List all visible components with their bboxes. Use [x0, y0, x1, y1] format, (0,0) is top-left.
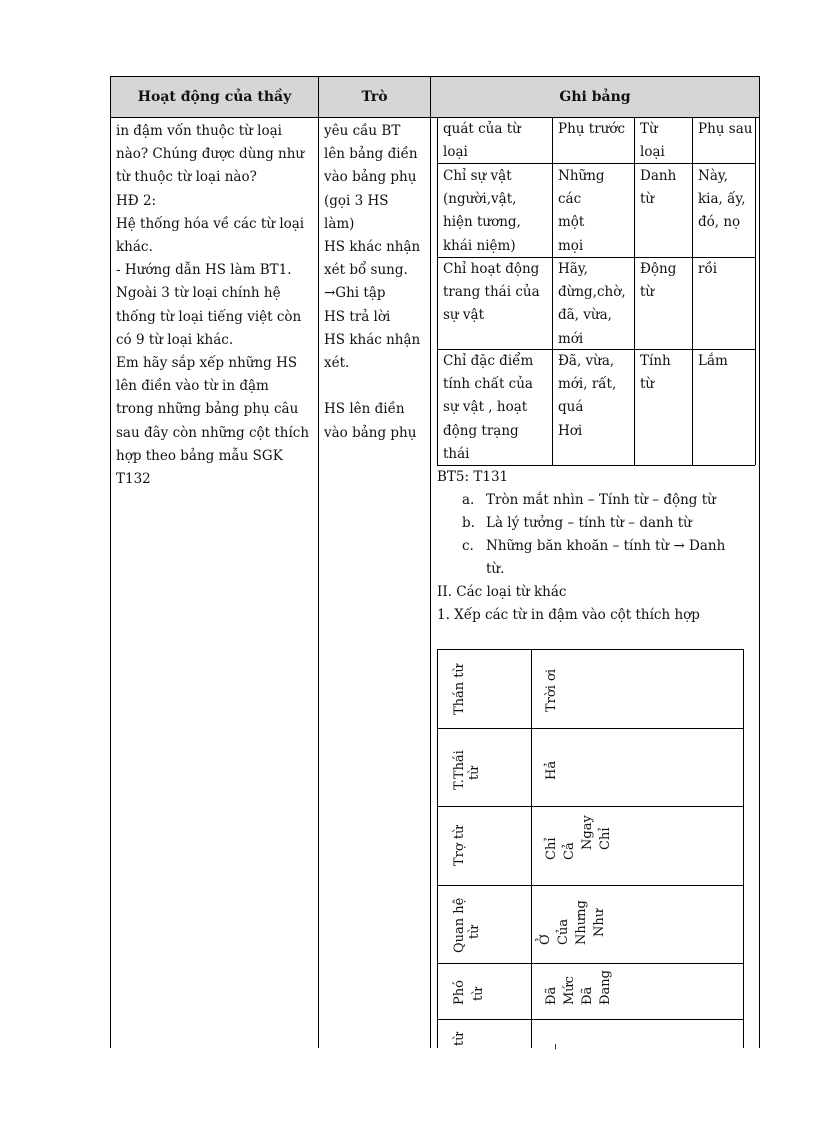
teacher-activity-text: in đậm vốn thuộc từ loại nào? Chúng được dùng như từ thuộc từ loại nào? HĐ 2: Hệ thống hóa về các từ loại khác. - Hướng dẫn HS làm BT1. Ngoài 3 từ loại chính hệ thống từ loại tiếng việt còn có 9 từ loại khác. Em hãy sắp xếp những HS lên điền vào từ in đậm trong những bảng phụ câu sau đây còn những cột thích hợp theo bảng mẫu SGK T132: [116, 123, 310, 488]
table-cell: Danh từ: [640, 168, 677, 208]
table-cell: Hãy, đừng,chờ, đã, vừa, mới: [558, 261, 626, 347]
word-list: Đã Mức Đã Đang: [544, 970, 613, 1005]
word-list: Trời ơi: [544, 669, 559, 712]
table-cell: Phụ sau: [698, 121, 753, 137]
table-cell: Từ loại: [640, 121, 665, 161]
table-cell: Chỉ hoạt động trang thái của sự vật: [443, 261, 540, 324]
col-divider-2: [430, 76, 431, 1048]
table-cell: rồi: [698, 261, 718, 277]
bt5-item-c-cont: từ.: [486, 561, 505, 577]
table-cell: Lắm: [698, 353, 728, 369]
table-cell: Những các một mọi: [558, 168, 605, 254]
table-cell: Động từ: [640, 261, 677, 301]
word-list: Hả: [544, 760, 559, 780]
word-list: –: [548, 1043, 563, 1050]
word-class-label: Thán từ: [452, 664, 467, 715]
bt5-title: BT5: T131: [437, 469, 509, 485]
table-right-border: [759, 76, 760, 1048]
word-class-label: T.Thái từ: [452, 750, 482, 790]
word-list: Chỉ Cả Ngay Chỉ: [544, 815, 613, 860]
section2-task: 1. Xếp các từ in đậm vào cột thích hợp: [437, 607, 700, 623]
section2-title: II. Các loại từ khác: [437, 584, 567, 600]
table-cell: Chỉ đặc điểm tính chất của sự vật , hoạt động trạng thái: [443, 353, 534, 462]
header-board: Ghi bảng: [431, 77, 759, 117]
word-class-label: Trợ từ: [452, 825, 467, 866]
bt5-item-a: Tròn mắt nhìn – Tính từ – động từ: [486, 492, 716, 508]
table-cell: Đã, vừa, mới, rất, quá Hơi: [558, 353, 617, 439]
table-cell: Phụ trước: [558, 121, 626, 137]
bt5-item-a-marker: a.: [462, 492, 475, 508]
word-class-label: Quan hệ từ: [452, 897, 482, 953]
bt5-item-c-marker: c.: [462, 538, 474, 554]
header-student: Trò: [319, 77, 430, 117]
table-cell: Này, kia, ấy, đó, nọ: [698, 168, 746, 231]
word-class-label: Phó từ: [452, 980, 486, 1005]
table-cell: quát của từ loại: [443, 121, 521, 161]
bt5-item-b: Là lý tưởng – tính từ – danh từ: [486, 515, 692, 531]
header-teacher: Hoạt động của thầy: [111, 77, 318, 117]
word-class-label: từ: [452, 1032, 467, 1046]
table-cell: Tính từ: [640, 353, 671, 393]
word-list: Ở Của Nhưng Như: [538, 900, 607, 945]
bt5-item-b-marker: b.: [462, 515, 475, 531]
table-left-border: [110, 76, 111, 1048]
col-divider-1: [318, 76, 319, 1048]
student-activity-text: yêu cầu BT lên bảng điền vào bảng phụ (gọi 3 HS làm) HS khác nhận xét bổ sung. →Ghi tập HS trả lời HS khác nhận xét. HS lên điền vào bảng phụ: [324, 123, 421, 441]
bt5-item-c: Những băn khoăn – tính từ → Danh: [486, 538, 726, 554]
table-cell: Chỉ sự vật (người,vật, hiện tương, khái niệm): [443, 168, 521, 254]
